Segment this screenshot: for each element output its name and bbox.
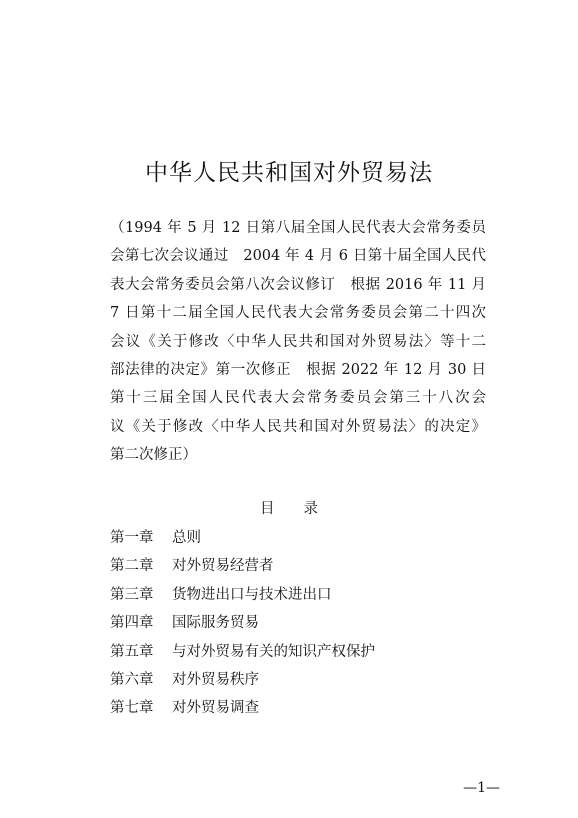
preamble-line: 部法律的决定》第一次修正 根据 2022 年 12 月 30 日 bbox=[110, 362, 486, 379]
toc-entry-chapter-7 bbox=[110, 694, 375, 722]
toc-chapter-name: 对外贸易秩序 bbox=[172, 671, 259, 688]
preamble-line: （1994 年 5 月 12 日第八届全国人民代表大会常务委员 bbox=[110, 220, 486, 236]
toc-chapter-number: 第五章 bbox=[110, 643, 154, 660]
toc-chapter-number: 第三章 bbox=[110, 586, 154, 603]
preamble-line: 会议《关于修改〈中华人民共和国对外贸易法〉等十二 bbox=[110, 333, 486, 350]
toc-chapter-number: 第二章 bbox=[110, 558, 154, 575]
preamble-line: 会第七次会议通过 2004 年 4 月 6 日第十届全国人民代 bbox=[110, 248, 486, 265]
toc-chapter-name: 总则 bbox=[172, 530, 201, 546]
toc-entry-chapter-6 bbox=[110, 666, 375, 694]
document-title: 中华人民共和国对外贸易法 bbox=[145, 160, 433, 186]
toc-chapter-number: 第一章 bbox=[110, 530, 154, 546]
preamble-line: 议《关于修改〈中华人民共和国对外贸易法〉的决定》 bbox=[110, 418, 486, 435]
toc-chapter-name: 货物进出口与技术进出口 bbox=[172, 586, 332, 603]
table-of-contents-heading: 目 录 bbox=[260, 501, 318, 517]
toc-chapter-number: 第六章 bbox=[110, 671, 154, 688]
toc-entry-chapter-2 bbox=[110, 552, 375, 580]
toc-entry-chapter-4 bbox=[110, 609, 375, 637]
preamble-line: 表大会常务委员会第八次会议修订 根据 2016 年 11 月 bbox=[110, 276, 486, 293]
toc-entry-chapter-5 bbox=[110, 638, 375, 666]
toc-chapter-number: 第四章 bbox=[110, 615, 154, 632]
toc-entry-chapter-1 bbox=[110, 524, 375, 552]
preamble-line: 第二次修正） bbox=[110, 447, 197, 464]
toc-chapter-name: 与对外贸易有关的知识产权保护 bbox=[172, 643, 375, 660]
toc-chapter-name: 对外贸易调查 bbox=[172, 700, 259, 717]
toc-chapter-number: 第七章 bbox=[110, 700, 154, 717]
table-of-contents bbox=[110, 524, 375, 723]
page-number: —1— bbox=[463, 780, 500, 796]
toc-chapter-name: 国际服务贸易 bbox=[172, 615, 259, 632]
legislative-history-paragraph bbox=[110, 214, 486, 470]
preamble-line: 第十三届全国人民代表大会常务委员会第三十八次会 bbox=[110, 390, 486, 407]
preamble-line: 7 日第十二届全国人民代表大会常务委员会第二十四次 bbox=[110, 305, 486, 322]
toc-entry-chapter-3 bbox=[110, 581, 375, 609]
toc-chapter-name: 对外贸易经营者 bbox=[172, 558, 274, 575]
